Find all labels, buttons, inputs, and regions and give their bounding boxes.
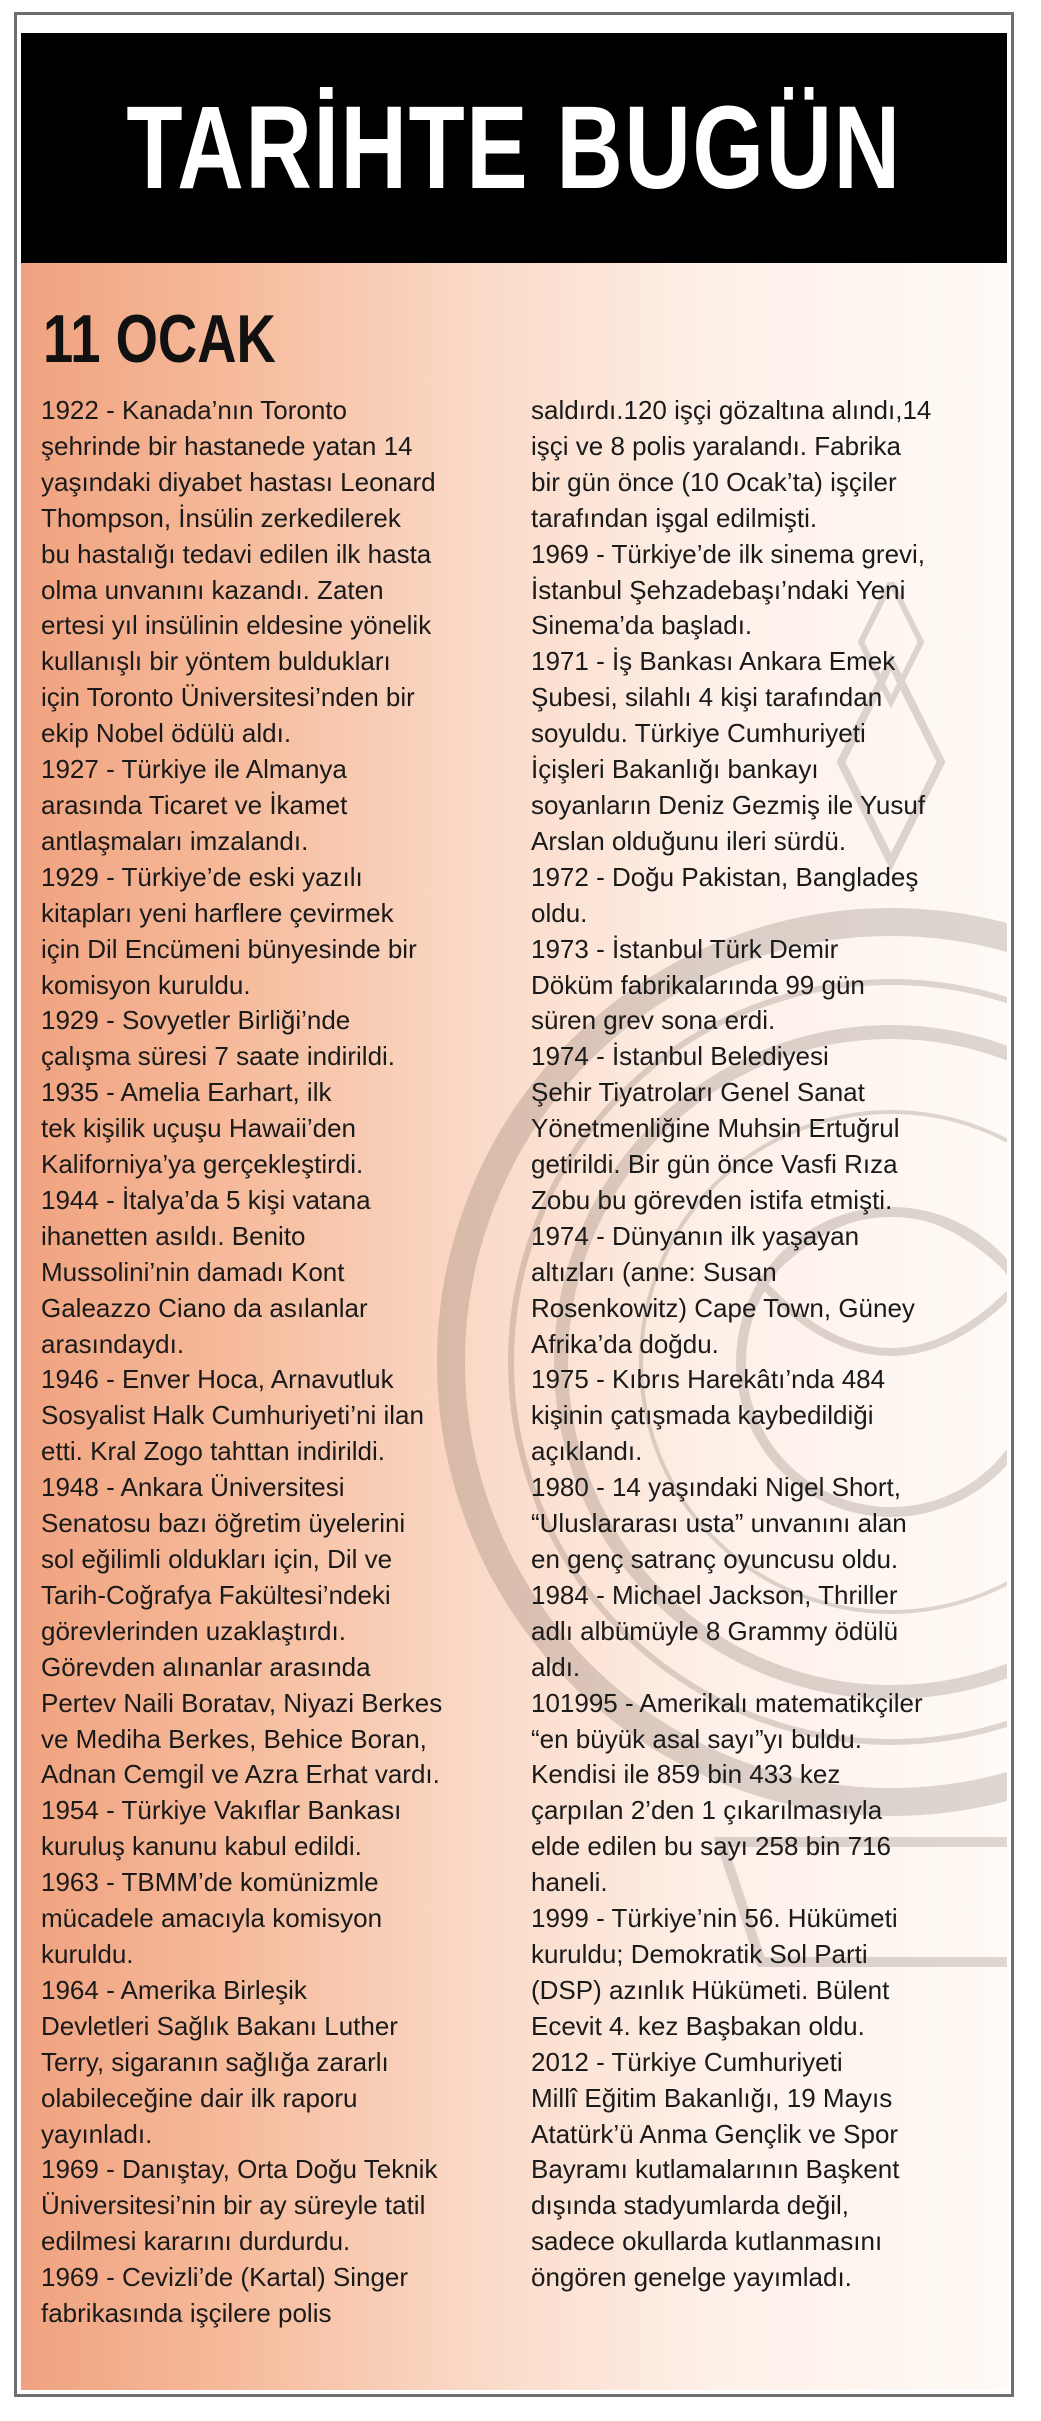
text-line: haneli. [531, 1867, 608, 1898]
text-line: 1999 - Türkiye’nin 56. Hükümeti [531, 1903, 898, 1934]
text-line: 1973 - İstanbul Türk Demir [531, 933, 839, 964]
text-line: Afrika’da doğdu. [531, 1328, 719, 1359]
text-line: adlı albümüyle 8 Grammy ödülü [531, 1615, 899, 1646]
text-line: etti. Kral Zogo tahttan indirildi. [41, 1436, 385, 1467]
date-heading: 11 OCAK [43, 301, 276, 377]
text-line: (DSP) azınlık Hükümeti. Bülent [531, 1974, 890, 2005]
text-line: İstanbul Şehzadebaşı’ndaki Yeni [531, 574, 906, 605]
text-line: Mussolini’nin damadı Kont [41, 1256, 345, 1287]
text-line: olabileceğine dair ilk raporu [41, 2082, 358, 2113]
text-line: 1980 - 14 yaşındaki Nigel Short, [531, 1472, 901, 1503]
text-line: 1972 - Doğu Pakistan, Bangladeş [531, 861, 919, 892]
text-line: İçişleri Bakanlığı bankayı [531, 754, 819, 785]
text-line: “en büyük asal sayı”yı buldu. [531, 1723, 862, 1754]
text-line: kuruldu. [41, 1938, 134, 1969]
right-text-column [531, 393, 1001, 2296]
text-line: 1946 - Enver Hoca, Arnavutluk [41, 1364, 394, 1395]
text-line: Kendisi ile 859 bin 433 kez [531, 1759, 841, 1790]
text-line: kitapları yeni harflere çevirmek [41, 897, 394, 928]
article-frame [14, 12, 1014, 2397]
text-line: getirildi. Bir gün önce Vasfi Rıza [531, 1149, 898, 1180]
header-banner [21, 33, 1007, 263]
text-line: Arslan olduğunu ileri sürdü. [531, 825, 847, 856]
text-line: Bayramı kutlamalarının Başkent [531, 2154, 900, 2185]
text-line: ertesi yıl insülinin eldesine yönelik [41, 610, 432, 641]
text-line: 1922 - Kanada’nın Toronto [41, 395, 347, 425]
text-line: ihanetten asıldı. Benito [41, 1220, 306, 1251]
text-line: 1974 - Dünyanın ilk yaşayan [531, 1220, 860, 1251]
text-line: Üniversitesi’nin bir ay süreyle tatil [41, 2190, 426, 2221]
text-line: altızları (anne: Susan [531, 1256, 777, 1287]
text-line: Görevden alınanlar arasında [41, 1651, 371, 1682]
text-line: 1974 - İstanbul Belediyesi [531, 1041, 829, 1072]
text-line: aldı. [531, 1651, 581, 1682]
text-line: soyuldu. Türkiye Cumhuriyeti [531, 718, 866, 749]
text-line: 1948 - Ankara Üniversitesi [41, 1472, 345, 1503]
text-line: 1929 - Türkiye’de eski yazılı [41, 861, 363, 892]
text-line: çalışma süresi 7 saate indirildi. [41, 1041, 396, 1072]
text-line: ve Mediha Berkes, Behice Boran, [41, 1723, 427, 1754]
text-line: Zobu bu görevden istifa etmişti. [531, 1184, 893, 1215]
text-line: için Toronto Üniversitesi’nden bir [41, 682, 415, 713]
text-line: Şubesi, silahlı 4 kişi tarafından [531, 682, 883, 713]
text-line: saldırdı.120 işçi gözaltına alındı,14 [531, 395, 932, 425]
text-line: kuruluş kanunu kabul edildi. [41, 1831, 362, 1862]
text-line: 1984 - Michael Jackson, Thriller [531, 1579, 898, 1610]
text-line: şehrinde bir hastanede yatan 14 [41, 430, 413, 461]
text-line: en genç satranç oyuncusu oldu. [531, 1544, 899, 1574]
text-line: süren grev sona erdi. [531, 1005, 776, 1036]
text-line: Yönetmenliğine Muhsin Ertuğrul [531, 1113, 900, 1144]
text-line: 101995 - Amerikalı matematikçiler [531, 1687, 923, 1718]
text-line: Pertev Naili Boratav, Niyazi Berkes [41, 1687, 443, 1718]
text-line: tek kişilik uçuşu Hawaii’den [41, 1113, 357, 1144]
text-line: 1975 - Kıbrıs Harekâtı’nda 484 [531, 1364, 886, 1395]
text-line: tarafından işgal edilmişti. [531, 502, 818, 533]
text-line: öngören genelge yayımladı. [531, 2262, 852, 2293]
text-line: arasındaydı. [41, 1328, 185, 1359]
text-line: Rosenkowitz) Cape Town, Güney [531, 1292, 915, 1323]
text-line: Terry, sigaranın sağlığa zararlı [41, 2046, 389, 2077]
text-line: Atatürk’ü Anma Gençlik ve Spor [531, 2118, 899, 2149]
text-line: 1929 - Sovyetler Birliği’nde [41, 1005, 351, 1036]
page-title: TARİHTE BUGÜN [126, 82, 902, 214]
text-line: antlaşmaları imzalandı. [41, 825, 309, 856]
text-line: dışında stadyumlarda değil, [531, 2190, 849, 2221]
text-line: Sosyalist Halk Cumhuriyeti’ni ilan [41, 1400, 424, 1431]
text-line: 1944 - İtalya’da 5 kişi vatana [41, 1184, 371, 1215]
text-line: Ecevit 4. kez Başbakan oldu. [531, 2010, 865, 2041]
text-line: bu hastalığı tedavi edilen ilk hasta [41, 538, 432, 569]
text-line: kullanışlı bir yöntem buldukları [41, 646, 391, 677]
text-line: açıklandı. [531, 1436, 643, 1467]
text-line: 1963 - TBMM’de komünizmle [41, 1867, 379, 1898]
text-line: Kaliforniya’ya gerçekleştirdi. [41, 1149, 364, 1180]
text-line: çarpılan 2’den 1 çıkarılmasıyla [531, 1795, 883, 1826]
text-line: Galeazzo Ciano da asılanlar [41, 1292, 368, 1323]
text-line: edilmesi kararını durdurdu. [41, 2226, 351, 2257]
text-line: mücadele amacıyla komisyon [41, 1903, 383, 1934]
text-line: 1964 - Amerika Birleşik [41, 1974, 307, 2005]
text-line: Millî Eğitim Bakanlığı, 19 Mayıs [531, 2082, 893, 2113]
text-line: fabrikasında işçilere polis [41, 2298, 332, 2329]
text-line: Döküm fabrikalarında 99 gün [531, 969, 865, 1000]
text-line: görevlerinden uzaklaştırdı. [41, 1615, 346, 1646]
text-line: Thompson, İnsülin zerkedilerek [41, 502, 401, 533]
text-line: Senatosu bazı öğretim üyelerini [41, 1508, 406, 1539]
text-line: Adnan Cemgil ve Azra Erhat vardı. [41, 1759, 440, 1790]
text-line: oldu. [531, 897, 588, 928]
text-line: Tarih-Coğrafya Fakültesi’ndeki [41, 1579, 391, 1610]
text-line: 1971 - İş Bankası Ankara Emek [531, 646, 896, 677]
text-line: 2012 - Türkiye Cumhuriyeti [531, 2046, 843, 2077]
text-line: 1935 - Amelia Earhart, ilk [41, 1077, 332, 1108]
text-line: 1954 - Türkiye Vakıflar Bankası [41, 1795, 402, 1826]
text-line: yayınladı. [41, 2118, 153, 2149]
text-line: yaşındaki diyabet hastası Leonard [41, 466, 436, 497]
text-line: bir gün önce (10 Ocak’ta) işçiler [531, 466, 897, 497]
text-line: Şehir Tiyatroları Genel Sanat [531, 1077, 865, 1108]
text-line: arasında Ticaret ve İkamet [41, 789, 348, 820]
text-line: 1969 - Danıştay, Orta Doğu Teknik [41, 2154, 438, 2185]
text-line: işçi ve 8 polis yaralandı. Fabrika [531, 430, 901, 461]
text-line: 1927 - Türkiye ile Almanya [41, 754, 347, 785]
text-line: kişinin çatışmada kaybedildiği [531, 1400, 874, 1431]
text-line: soyanların Deniz Gezmiş ile Yusuf [531, 789, 926, 820]
text-line: “Uluslararası usta” unvanını alan [531, 1508, 907, 1539]
text-line: için Dil Encümeni bünyesinde bir [41, 933, 417, 964]
text-line: komisyon kuruldu. [41, 969, 251, 1000]
text-line: kuruldu; Demokratik Sol Parti [531, 1938, 868, 1969]
text-line: sadece okullarda kutlanmasını [531, 2226, 883, 2257]
left-text-column [41, 393, 511, 2332]
text-line: Devletleri Sağlık Bakanı Luther [41, 2010, 398, 2041]
text-line: Sinema’da başladı. [531, 610, 753, 641]
text-line: 1969 - Cevizli’de (Kartal) Singer [41, 2262, 409, 2293]
text-line: olma unvanını kazandı. Zaten [41, 574, 384, 605]
text-line: ekip Nobel ödülü aldı. [41, 718, 292, 749]
text-line: 1969 - Türkiye’de ilk sinema grevi, [531, 538, 926, 569]
text-line: elde edilen bu sayı 258 bin 716 [531, 1831, 891, 1862]
text-line: sol eğilimli oldukları için, Dil ve [41, 1544, 393, 1574]
